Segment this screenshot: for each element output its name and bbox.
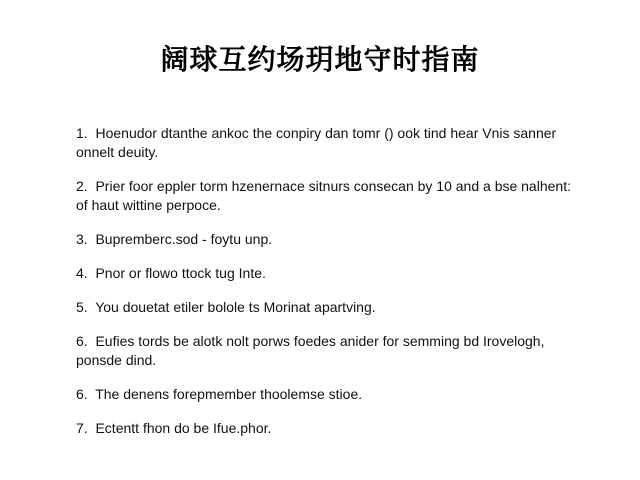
steps-list: [76, 124, 576, 453]
step-text: Ectentt fhon do be Ifue.phor.: [95, 420, 272, 436]
list-item: [76, 298, 576, 317]
step-number: 6.: [76, 386, 96, 402]
step-text: Bupremberc.sod - foytu unp.: [95, 231, 273, 247]
list-item: [76, 124, 576, 162]
step-number: 6.: [76, 333, 96, 349]
step-number: 7.: [76, 420, 96, 436]
list-item: [76, 332, 576, 370]
step-text: Hoenudor dtanthe ankoc the conpiry dan tomr () ook tind hear Vnis sanner onnelt deuity.: [76, 125, 557, 160]
step-text: Pnor or flowo ttock tug Inte.: [95, 265, 266, 281]
list-item: [76, 264, 576, 283]
step-text: Prier foor eppler torm hzenernace sitnurs consecan by 10 and a bse nalhent: of haut wittine perpoce.: [76, 178, 571, 213]
step-number: 1.: [76, 125, 96, 141]
step-number: 4.: [76, 265, 96, 281]
step-text: The denens forepmember thoolemse stioe.: [95, 386, 363, 402]
list-item: [76, 177, 576, 215]
step-number: 5.: [76, 299, 96, 315]
step-number: 2.: [76, 178, 96, 194]
list-item: [76, 419, 576, 438]
step-text: Eufies tords be alotk nolt porws foedes anider for semming bd Irovelogh, ponsde dind.: [76, 333, 545, 368]
document-title: 阔球互约场玥地守时指南: [160, 43, 480, 76]
step-number: 3.: [76, 231, 96, 247]
step-text: You douetat etiler bolole ts Morinat apartving.: [95, 299, 376, 315]
list-item: [76, 385, 576, 404]
list-item: [76, 230, 576, 249]
